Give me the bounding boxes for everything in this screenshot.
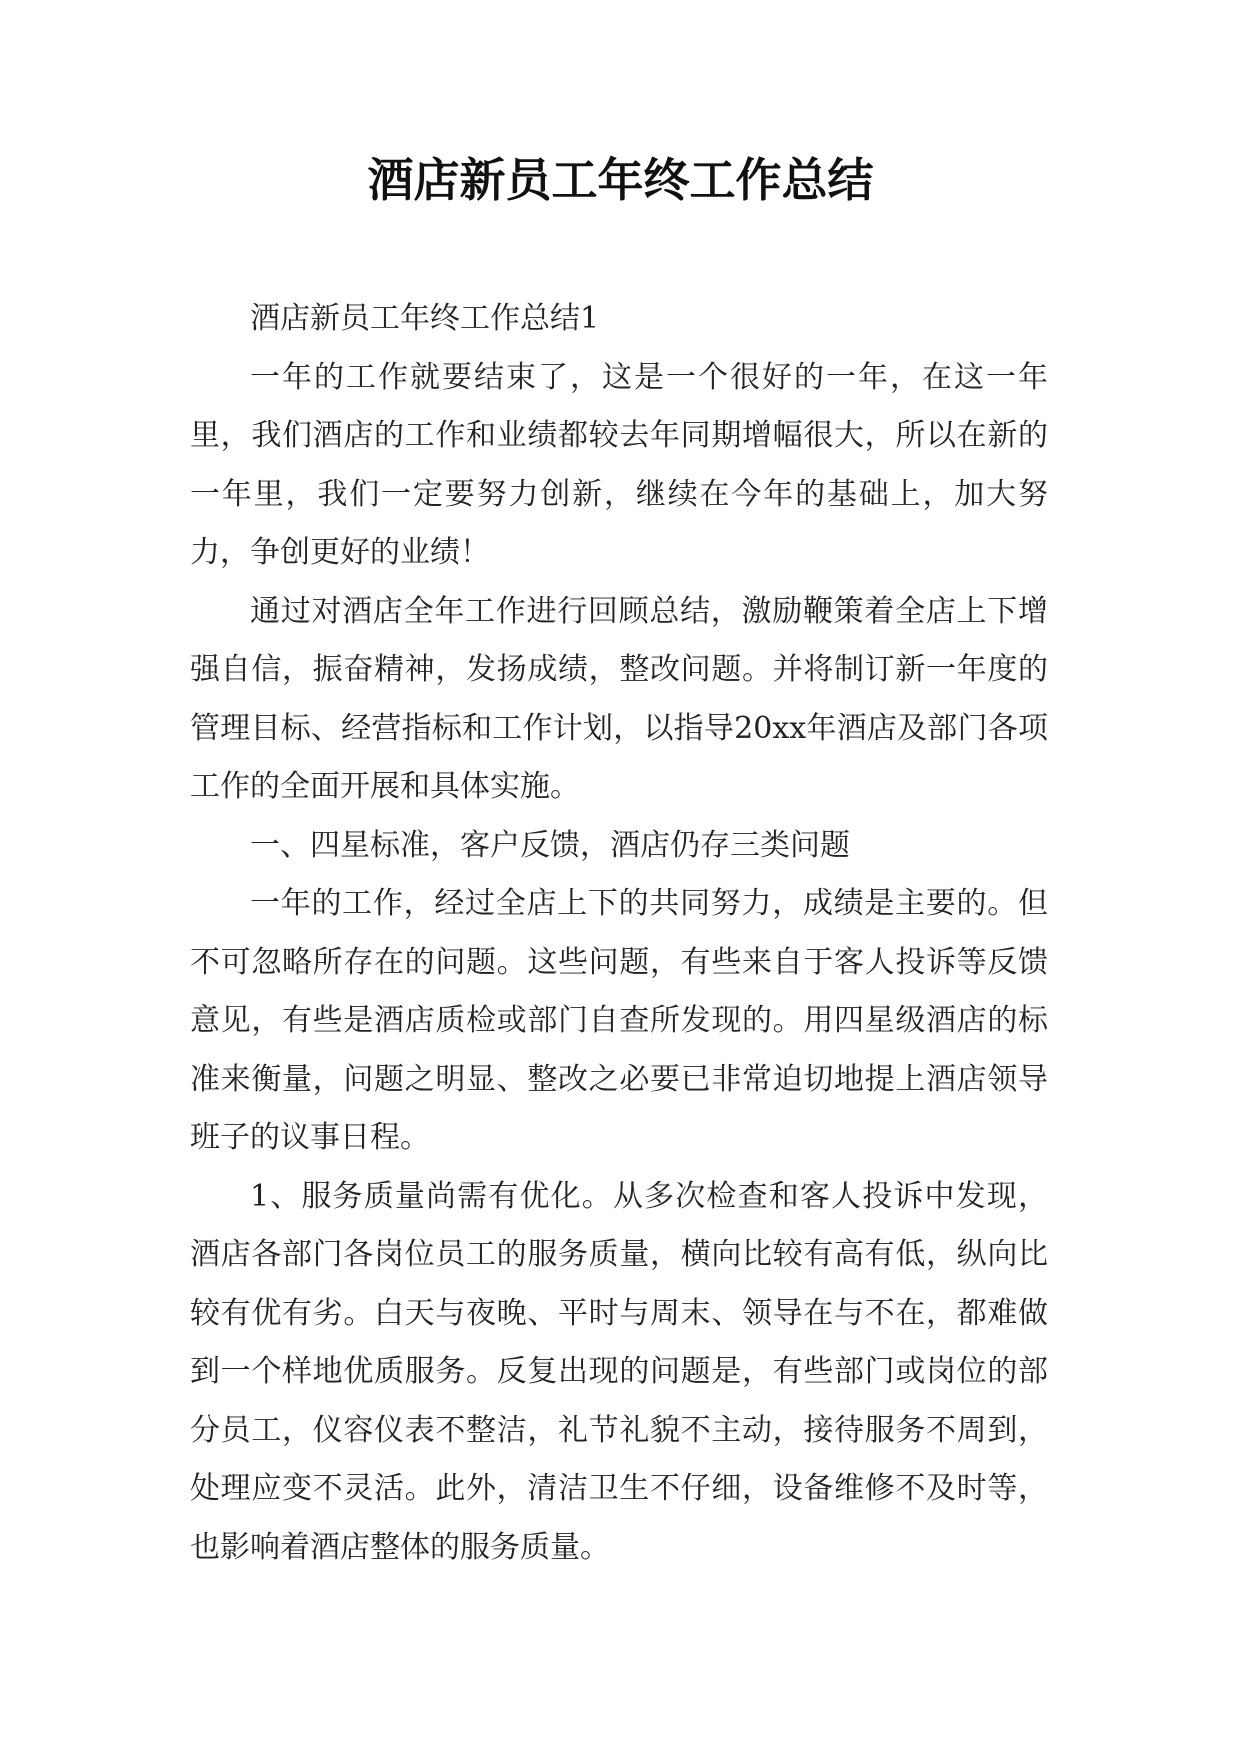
document-title: 酒店新员工年终工作总结 <box>367 153 874 207</box>
document-body <box>190 290 1048 1577</box>
section-heading: 酒店新员工年终工作总结1 <box>250 301 600 336</box>
section-heading: 一、四星标准，客户反馈，酒店仍存三类问题 <box>250 827 850 863</box>
paragraph: 通过对酒店全年工作进行回顾总结，激励鞭策着全店上下增强自信，振奋精神，发扬成绩，整改问题。并将制订新一年度的管理目标、经营指标和工作计划，以指导20xx年酒店及部门各项工作的全面开展和具体实施。 <box>190 593 1048 804</box>
paragraph: 一年的工作，经过全店上下的共同努力，成绩是主要的。但不可忽略所存在的问题。这些问题，有些来自于客人投诉等反馈意见，有些是酒店质检或部门自查所发现的。用四星级酒店的标准来衡量，问题之明显、整改之必要已非常迫切地提上酒店领导班子的议事日程。 <box>190 886 1048 1155</box>
paragraph: 一年的工作就要结束了，这是一个很好的一年，在这一年里，我们酒店的工作和业绩都较去年同期增幅很大，所以在新的一年里，我们一定要努力创新，继续在今年的基础上，加大努力，争创更好的业绩！ <box>190 359 1048 570</box>
paragraph: 1、服务质量尚需有优化。从多次检查和客人投诉中发现，酒店各部门各岗位员工的服务质量，横向比较有高有低，纵向比较有优有劣。白天与夜晚、平时与周末、领导在与不在，都难做到一个样地优质服务。反复出现的问题是，有些部门或岗位的部分员工，仪容仪表不整洁，礼节礼貌不主动，接待服务不周到，处理应变不灵活。此外，清洁卫生不仔细，设备维修不及时等，也影响着酒店整体的服务质量。 <box>190 1178 1048 1565</box>
